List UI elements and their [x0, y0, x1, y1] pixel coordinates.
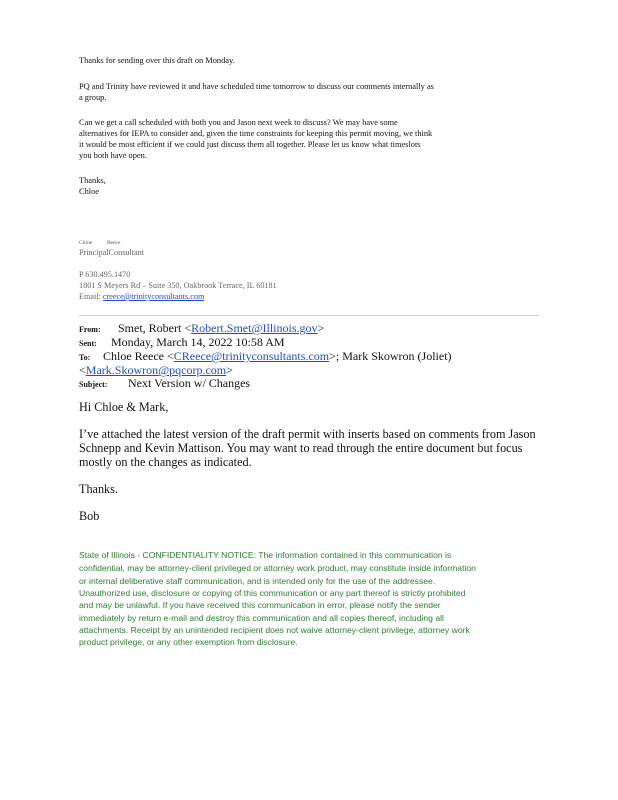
reply-closing: Thanks, [79, 176, 106, 185]
confidentiality-notice-line-1: State of Illinois - CONFIDENTIALITY NOTICE: The information contained in this communication is [79, 550, 452, 560]
message-thanks: Thanks. [79, 482, 118, 496]
subject-label: Subject: [79, 380, 108, 389]
confidentiality-notice-line-7: attachments. Receipt by an unintended recipient does not waive attorney-client privilege, attorney work [79, 625, 470, 635]
to-email-2-link[interactable]: Mark.Skowron@pqcorp.com [85, 363, 227, 377]
reply-paragraph-1: Thanks for sending over this draft on Monday. [79, 56, 235, 65]
sent-value: Monday, March 14, 2022 10:58 AM [111, 335, 285, 349]
confidentiality-notice-line-2: confidential, may be attorney-client privileged or attorney work product, may constitute inside information [79, 563, 476, 573]
signature-address: 1801 S Meyers Rd – Suite 350, Oakbrook Terrace, IL 60181 [79, 281, 277, 290]
signature-title: PrincipalConsultant [79, 248, 145, 257]
message-body-line-3: mostly on the changes as indicated. [79, 455, 252, 469]
sent-label: Sent: [79, 339, 97, 348]
message-sender: Bob [79, 509, 100, 523]
header-divider [79, 315, 539, 316]
reply-paragraph-3-line-1: Can we get a call scheduled with both you and Jason next week to discuss? We may have some [79, 118, 398, 127]
from-label: From: [79, 325, 101, 334]
message-body-line-2: Schnepp and Kevin Mattison. You may want to read through the entire document but focus [79, 441, 523, 455]
to-label: To: [79, 353, 91, 362]
to-email-2-open: < [79, 363, 86, 377]
signature-email-row [79, 292, 204, 303]
reply-paragraph-3-line-2: alternatives for IEPA to consider and, given the time constraints for keeping this permit moving, we think [79, 129, 433, 138]
reply-paragraph-3-line-3: it would be most efficient if we could just discuss them all together. Please let us know what timeslots [79, 140, 421, 149]
confidentiality-notice-line-4: Unauthorized use, disclosure or copying of this communication or any part thereof is strictly prohibited [79, 588, 466, 598]
signature-phone: P 630.495.1470 [79, 270, 131, 279]
to-email-1-link[interactable]: CReece@trinityconsultants.com [173, 349, 330, 363]
reply-paragraph-2-line-2: a group. [79, 93, 107, 102]
message-body-line-1: I’ve attached the latest version of the draft permit with inserts based on comments from Jason [79, 427, 536, 441]
signature-name-first: Chloe [79, 240, 93, 246]
confidentiality-notice-line-5: and may be unlawful. If you have received this communication in error, please notify the sender [79, 600, 441, 610]
subject-value: Next Version w/ Changes [128, 376, 251, 390]
signature-name-last: Reece [107, 240, 121, 246]
to-email-2-close: > [226, 363, 233, 377]
from-name: Smet, Robert < [118, 321, 192, 335]
reply-paragraph-2-line-1: PQ and Trinity have reviewed it and have scheduled time tomorrow to discuss our comments internally as [79, 82, 434, 91]
to-name-1: Chloe Reece < [103, 349, 174, 363]
to-separator: >; Mark Skowron (Joliet) [329, 349, 452, 363]
message-greeting: Hi Chloe & Mark, [79, 400, 169, 414]
signature-email-link[interactable]: creece@trinityconsultants.com [102, 292, 205, 301]
from-email-link[interactable]: Robert.Smet@Illinois.gov [191, 321, 318, 335]
reply-sender: Chloe [79, 187, 100, 196]
confidentiality-notice-line-3: or internal deliberative staff communication, and is intended only for the use of the addressee. [79, 576, 436, 586]
subject-row [79, 374, 250, 392]
signature-email-label: Email: [79, 292, 101, 301]
reply-paragraph-3-line-4: you both have open. [79, 151, 147, 160]
confidentiality-notice-line-6: immediately by return e-mail and destroy this communication and all copies thereof, including all [79, 613, 444, 623]
confidentiality-notice-line-8: product privilege, or any other exemption from disclosure. [79, 637, 298, 647]
from-email-close: > [317, 321, 325, 335]
